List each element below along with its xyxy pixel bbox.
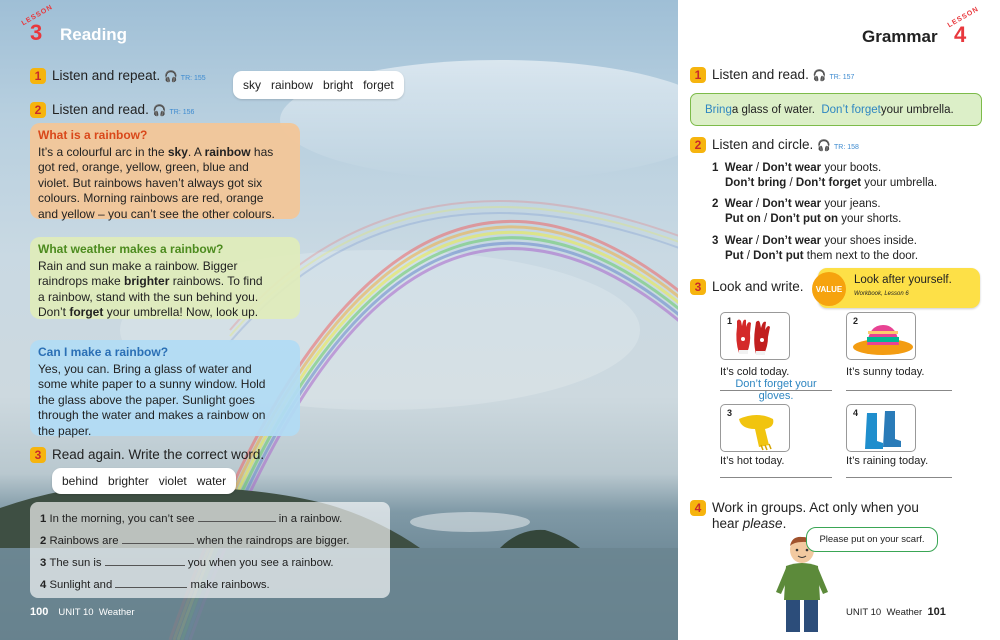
task-2-text: Listen and read. [52, 102, 149, 117]
picture-caption: It’s sunny today. [846, 366, 925, 378]
word-item: behind [62, 474, 99, 488]
word-item: rainbow [271, 78, 314, 92]
answer-blank[interactable] [115, 578, 187, 588]
speech-bubble: Please put on your scarf. [806, 527, 938, 552]
value-subtext: Workbook, Lesson 6 [854, 291, 909, 297]
card-line: a rainbow, stand with the sun behind you. [38, 289, 259, 304]
keyword: sky [167, 144, 188, 159]
word-item: forget [363, 78, 394, 92]
card-body [38, 145, 292, 223]
choice-b[interactable]: Don’t wear [762, 235, 822, 247]
lesson-number: 4 [954, 22, 967, 47]
picture-1: 1 [720, 312, 790, 360]
picture-caption: It’s hot today. [720, 455, 785, 467]
fill-in-exercise [30, 502, 390, 598]
exercise-sentence: 2 Rainbows are when the raindrops are bigger. [40, 535, 350, 547]
card-line: It’s a colourful arc in the sky. A rainbow has [38, 144, 274, 159]
picture-caption: It’s cold today. [720, 366, 790, 378]
headphones-icon: 🎧 [817, 139, 832, 152]
choice-b[interactable]: Don’t forget [795, 177, 862, 189]
task-2-heading [30, 102, 194, 118]
card-line: Don’t forget your umbrella! Now, look up. [38, 305, 259, 320]
grammar-task-1: 1 Listen and read. 🎧 TR: 157 [690, 67, 854, 83]
task-number-badge: 3 [690, 279, 706, 295]
keyword: forget [69, 305, 104, 320]
keyword: brighter [124, 274, 170, 289]
word-item: sky [243, 78, 261, 92]
answer-blank[interactable] [105, 556, 185, 566]
picture-caption: It’s raining today. [846, 455, 929, 467]
grammar-task-4: 4 Work in groups. Act only when you hear please. [690, 500, 990, 532]
reading-card-1 [30, 123, 300, 219]
choice-a[interactable]: Wear [724, 235, 753, 247]
reading-card-3 [30, 340, 300, 436]
card-body [38, 259, 292, 321]
word-item: water [196, 474, 227, 488]
word-box-task1 [233, 71, 404, 99]
page-number: 100 [30, 606, 49, 618]
grammar-page [678, 0, 1000, 640]
track-label: 🎧 TR: 157 [812, 69, 855, 82]
choice-a[interactable]: Don’t bring [725, 177, 787, 189]
answer-blank[interactable] [122, 534, 194, 544]
track-label: 🎧 TR: 156 [152, 104, 195, 117]
sun-hat-icon [847, 313, 917, 361]
value-box [815, 268, 980, 308]
gloves-icon [721, 313, 791, 361]
picture-2: 2 [846, 312, 916, 360]
card-line: colours. Morning rainbows are red, orange [38, 191, 264, 206]
grammar-task-3: 3 Look and write. [690, 279, 804, 295]
card-line: some white paper to a sunny window. Hold [38, 377, 266, 392]
keyword: rainbow [204, 144, 251, 159]
circle-item: 3 Wear / Don’t wear your shoes inside. [712, 235, 918, 247]
card-question: What is a rainbow? [38, 128, 148, 142]
task-3-heading [30, 447, 264, 463]
answer-line[interactable] [720, 390, 832, 391]
lesson-word: LESSON [946, 5, 981, 30]
card-line: through the water and makes a rainbow on [38, 408, 266, 423]
choice-a[interactable]: Wear [724, 198, 753, 210]
headphones-icon: 🎧 [812, 69, 827, 82]
choice-a[interactable]: Put on [725, 213, 761, 225]
choice-b[interactable]: Don’t wear [762, 162, 822, 174]
circle-item: 1 Wear / Don’t wear your boots. [712, 162, 882, 174]
task-number-badge: 1 [30, 68, 46, 84]
picture-4: 4 [846, 404, 916, 452]
card-line: violet. But rainbows haven’t always got six [38, 175, 263, 190]
rain-boots-icon [847, 405, 917, 453]
choice-b[interactable]: Don’t put [753, 250, 804, 262]
card-line: and yellow – you can’t see the other colours. [38, 206, 275, 221]
picture-3: 3 [720, 404, 790, 452]
page-title: Grammar [862, 27, 938, 46]
card-line: got red, orange, yellow, green, blue and [38, 160, 249, 175]
example-answer: Don’t forget your gloves. [735, 378, 817, 402]
grammar-task-2: 2 Listen and circle. 🎧 TR: 158 [690, 137, 859, 153]
task-1-heading [30, 68, 206, 84]
word-item: bright [323, 78, 354, 92]
card-line: raindrops make brighter rainbows. To find [38, 274, 263, 289]
choice-a[interactable]: Wear [724, 162, 753, 174]
answer-line[interactable] [720, 477, 832, 478]
reading-card-2 [30, 237, 300, 319]
value-text: Look after yourself. [854, 274, 952, 286]
track-label: 🎧 TR: 158 [817, 139, 859, 152]
task-number-badge: 2 [30, 102, 46, 118]
card-line: Rain and sun make a rainbow. Bigger [38, 258, 238, 273]
task-1-text: Listen and repeat. [52, 68, 161, 83]
page-number: 101 [927, 606, 946, 618]
headphones-icon: 🎧 [164, 70, 178, 83]
card-question: What weather makes a rainbow? [38, 242, 224, 256]
word-item: brighter [108, 474, 149, 488]
left-footer: 100 UNIT 10 Weather [30, 606, 135, 618]
task-number-badge: 2 [690, 137, 706, 153]
word-box-task3 [52, 468, 236, 494]
circle-item: Don’t bring / Don’t forget your umbrella. [725, 177, 938, 189]
task-number-badge: 3 [30, 447, 46, 463]
exercise-sentence: 4 Sunlight and make rainbows. [40, 579, 270, 591]
answer-blank[interactable] [198, 512, 276, 522]
task-number-badge: 4 [690, 500, 706, 516]
circle-item: Put on / Don’t put on your shorts. [725, 213, 902, 225]
scarf-icon [721, 405, 791, 453]
headphones-icon: 🎧 [152, 104, 167, 117]
card-line: the paper. [38, 423, 92, 438]
card-line: the glass above the paper. Sunlight goes [38, 392, 255, 407]
value-badge: VALUE [812, 272, 846, 306]
task-3-text: Read again. Write the correct word. [52, 447, 265, 462]
lesson-number: 3 [30, 20, 43, 45]
choice-a[interactable]: Put [725, 250, 744, 262]
page-title: Reading [60, 25, 128, 44]
track-label: 🎧 TR: 155 [164, 70, 206, 83]
right-footer: UNIT 10 Weather 101 [846, 606, 946, 618]
grammar-example-box: Bring a glass of water. Don’t forget your umbrella. [690, 93, 982, 126]
circle-item: Put / Don’t put them next to the door. [725, 250, 919, 262]
choice-b[interactable]: Don’t wear [762, 198, 822, 210]
card-body [38, 362, 292, 440]
card-question: Can I make a rainbow? [38, 345, 169, 359]
lesson-word: LESSON [20, 3, 55, 28]
word-item: violet [158, 474, 187, 488]
card-line: Yes, you can. Bring a glass of water and [38, 361, 252, 376]
choice-b[interactable]: Don’t put on [770, 213, 839, 225]
circle-item: 2 Wear / Don’t wear your jeans. [712, 198, 881, 210]
exercise-sentence: 1 In the morning, you can’t see in a rainbow. [40, 513, 343, 525]
task-number-badge: 1 [690, 67, 706, 83]
answer-line[interactable] [846, 477, 952, 478]
answer-line[interactable] [846, 390, 952, 391]
exercise-sentence: 3 The sun is you when you see a rainbow. [40, 557, 334, 569]
